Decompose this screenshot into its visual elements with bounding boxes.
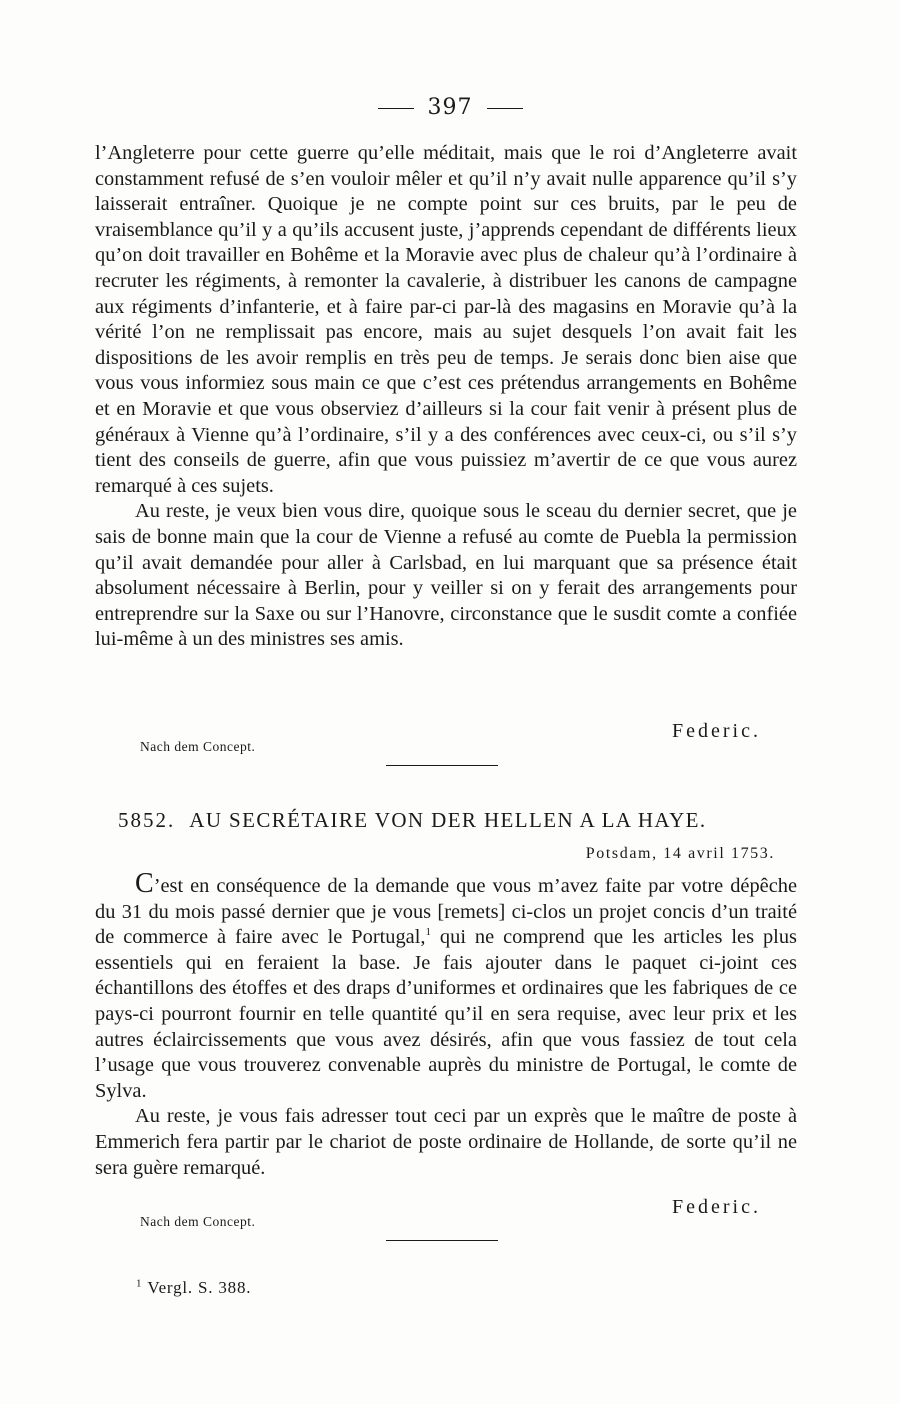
footnote-reference: 1 <box>425 926 431 939</box>
section-divider <box>386 1240 498 1241</box>
page-number-dash-left <box>378 108 414 109</box>
letter2-heading <box>118 808 778 833</box>
letter2-dateline: Potsdam, 14 avril 1753. <box>585 845 775 862</box>
section-divider <box>386 765 498 766</box>
letter2-signature: Federic. <box>672 1196 761 1218</box>
letter1-source-note: Nach dem Concept. <box>140 739 256 754</box>
footnote-text: Vergl. S. 388. <box>147 1278 252 1297</box>
letter-title: AU SECRÉTAIRE VON DER HELLEN A LA HAYE. <box>189 808 707 832</box>
letter2-body <box>95 868 797 1181</box>
page-number-dash-right <box>487 108 523 109</box>
dropcap: C <box>135 868 154 899</box>
letter-number: 5852. <box>118 808 176 832</box>
letter1-paragraph-1: l’Angleterre pour cette guerre qu’elle méditait, mais que le roi d’Angleterre avait constamment refusé de s’en vouloir mêler et qu’il n’y avait nulle apparence qu’il s’y laisserait entraîner. Quoique je ne compte point sur ces bruits, par le peu de vraisemblance qu’il y a qu’ils accusent juste, j’apprends cependant de différents lieux qu’on doit travailler en Bohême et la Moravie avec plus de chaleur qu’à l’ordinaire à recruter les régiments, à remonter la cavalerie, à distribuer les canons de campagne aux régiments d’infanterie, et à faire par-ci par-là des magasins en Moravie qu’à la vérité l’on ne remplissait pas encore, mais au sujet desquels l’on avait fait les dispositions de les avoir remplis en très peu de temps. Je serais donc bien aise que vous vous informiez sous main ce que c’est ces prétendus arrangements en Bohême et en Moravie et que vous observiez d’ailleurs si la cour fait venir à présent plus de généraux à Vienne qu’à l’ordinaire, s’il y a des conférences avec ceux-ci, ou s’il s’y tient des conseils de guerre, afin que vous puissiez m’avertir de ce que vous aurez remarqué à ces sujets. <box>95 142 797 497</box>
letter2-paragraph-2: Au reste, je vous fais adresser tout ceci par un exprès que le maître de poste à Emmerich fera partir par le chariot de poste ordinaire de Hollande, de sorte qu’il ne sera guère remarqué. <box>95 1105 797 1179</box>
letter1-signature: Federic. <box>672 720 761 742</box>
letter1-paragraph-2: Au reste, je veux bien vous dire, quoique sous le sceau du dernier secret, que je sais de bonne main que la cour de Vienne a refusé au comte de Puebla la permission qu’il avait demandée pour aller à Carlsbad, en lui marquant que sa présence était absolument nécessaire à Berlin, pour y veiller si on y ferait des arrangements pour entreprendre sur la Saxe ou sur l’Hanovre, circonstance que le susdit comte a confiée lui-même à un des ministres ses amis. <box>95 500 797 651</box>
letter2-source-note: Nach dem Concept. <box>140 1214 256 1229</box>
letter1-body <box>95 141 797 653</box>
page-number: 397 <box>0 95 900 120</box>
footnote-mark: 1 <box>136 1277 143 1290</box>
footnote <box>136 1278 251 1298</box>
letter2-paragraph-1: C’est en conséquence de la demande que vous m’avez faite par votre dépêche du 31 du mois passé dernier que je vous [remets] ci-clos un projet concis d’un traité de commerce à faire avec le Portugal,$^1$ qui ne comprend que les articles les plus essentiels qui en feraient la base. Je fais ajouter dans le paquet ci-joint ces échantillons des étoffes et des draps d’uniformes et ordinaires que les fabriques de ce pays-ci pourront fournir en telle quantité qu’il en sera requise, avec leur prix et les autres éclaircissements que vous avez désirés, afin que vous fassiez de tout cela l’usage que vous trouverez convenable auprès du ministre de Portugal, le comte de Sylva. <box>95 868 797 1102</box>
